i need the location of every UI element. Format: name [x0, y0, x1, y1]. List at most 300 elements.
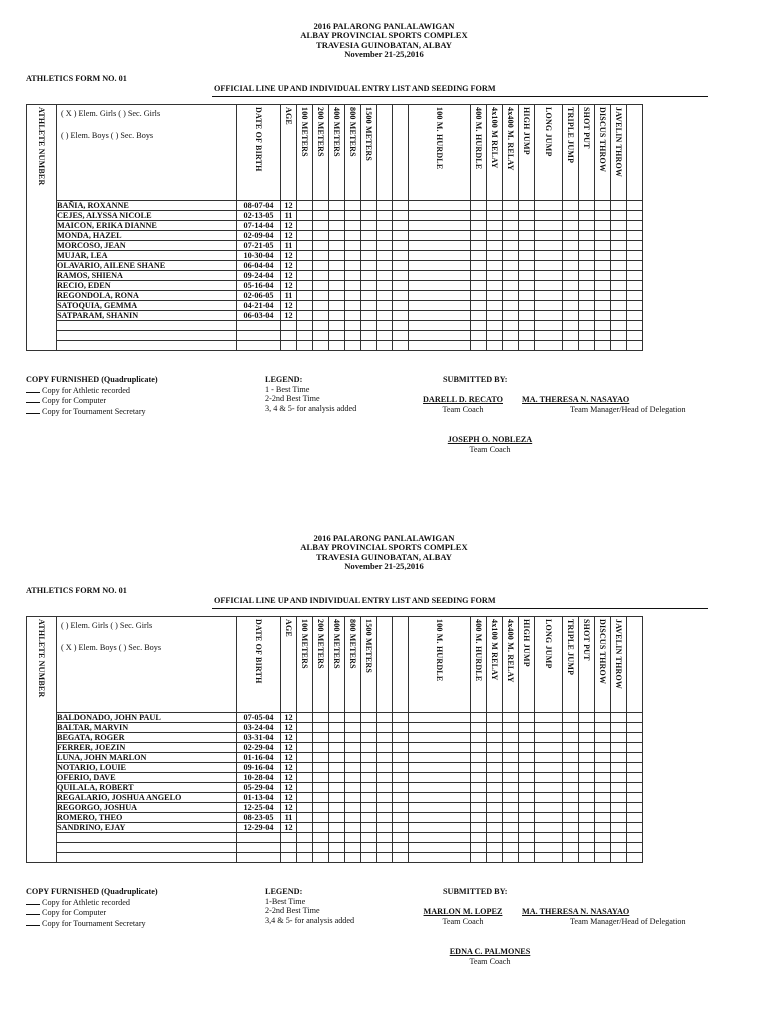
event-cell[interactable]: [329, 241, 345, 251]
event-cell[interactable]: [471, 743, 487, 753]
event-cell[interactable]: [329, 833, 345, 843]
event-cell[interactable]: [535, 291, 563, 301]
event-cell[interactable]: [409, 291, 471, 301]
event-cell[interactable]: [361, 281, 377, 291]
event-cell[interactable]: [471, 733, 487, 743]
event-cell[interactable]: [535, 201, 563, 211]
event-cell[interactable]: [329, 823, 345, 833]
event-cell[interactable]: [487, 753, 503, 763]
event-cell[interactable]: [579, 221, 595, 231]
event-cell[interactable]: [377, 753, 393, 763]
event-cell[interactable]: [519, 331, 535, 341]
event-cell[interactable]: [313, 753, 329, 763]
event-cell[interactable]: [519, 341, 535, 351]
event-cell[interactable]: [471, 211, 487, 221]
event-cell[interactable]: [487, 853, 503, 863]
event-cell[interactable]: [563, 211, 579, 221]
event-cell[interactable]: [487, 803, 503, 813]
event-cell[interactable]: [595, 843, 611, 853]
event-cell[interactable]: [393, 723, 409, 733]
event-cell[interactable]: [313, 733, 329, 743]
event-cell[interactable]: [535, 241, 563, 251]
event-cell[interactable]: [563, 221, 579, 231]
event-cell[interactable]: [595, 241, 611, 251]
event-cell[interactable]: [595, 221, 611, 231]
event-cell[interactable]: [361, 823, 377, 833]
event-cell[interactable]: [611, 743, 627, 753]
event-cell[interactable]: [409, 311, 471, 321]
event-cell[interactable]: [611, 733, 627, 743]
event-cell[interactable]: [611, 301, 627, 311]
event-cell[interactable]: [297, 763, 313, 773]
event-cell[interactable]: [409, 843, 471, 853]
event-cell[interactable]: [313, 281, 329, 291]
event-cell[interactable]: [535, 803, 563, 813]
event-cell[interactable]: [611, 793, 627, 803]
event-cell[interactable]: [627, 743, 643, 753]
event-cell[interactable]: [377, 713, 393, 723]
event-cell[interactable]: [503, 221, 519, 231]
event-cell[interactable]: [535, 281, 563, 291]
event-cell[interactable]: [393, 321, 409, 331]
event-cell[interactable]: [393, 853, 409, 863]
event-cell[interactable]: [579, 733, 595, 743]
event-cell[interactable]: [297, 341, 313, 351]
event-cell[interactable]: [535, 211, 563, 221]
event-cell[interactable]: [393, 201, 409, 211]
event-cell[interactable]: [471, 231, 487, 241]
event-cell[interactable]: [595, 793, 611, 803]
event-cell[interactable]: [535, 813, 563, 823]
event-cell[interactable]: [361, 331, 377, 341]
event-cell[interactable]: [519, 753, 535, 763]
event-cell[interactable]: [579, 763, 595, 773]
event-cell[interactable]: [503, 743, 519, 753]
event-cell[interactable]: [579, 853, 595, 863]
event-cell[interactable]: [393, 271, 409, 281]
event-cell[interactable]: [595, 763, 611, 773]
event-cell[interactable]: [345, 211, 361, 221]
event-cell[interactable]: [313, 311, 329, 321]
event-cell[interactable]: [297, 753, 313, 763]
event-cell[interactable]: [579, 211, 595, 221]
event-cell[interactable]: [329, 321, 345, 331]
event-cell[interactable]: [361, 843, 377, 853]
event-cell[interactable]: [611, 803, 627, 813]
event-cell[interactable]: [503, 211, 519, 221]
event-cell[interactable]: [563, 321, 579, 331]
event-cell[interactable]: [361, 763, 377, 773]
event-cell[interactable]: [627, 291, 643, 301]
event-cell[interactable]: [535, 823, 563, 833]
event-cell[interactable]: [393, 783, 409, 793]
event-cell[interactable]: [329, 733, 345, 743]
event-cell[interactable]: [393, 833, 409, 843]
event-cell[interactable]: [377, 783, 393, 793]
event-cell[interactable]: [329, 271, 345, 281]
event-cell[interactable]: [377, 813, 393, 823]
event-cell[interactable]: [345, 743, 361, 753]
event-cell[interactable]: [627, 713, 643, 723]
event-cell[interactable]: [345, 341, 361, 351]
event-cell[interactable]: [471, 271, 487, 281]
event-cell[interactable]: [471, 723, 487, 733]
event-cell[interactable]: [519, 823, 535, 833]
event-cell[interactable]: [611, 833, 627, 843]
event-cell[interactable]: [471, 321, 487, 331]
event-cell[interactable]: [595, 773, 611, 783]
event-cell[interactable]: [487, 281, 503, 291]
event-cell[interactable]: [627, 763, 643, 773]
event-cell[interactable]: [579, 301, 595, 311]
event-cell[interactable]: [393, 221, 409, 231]
event-cell[interactable]: [361, 713, 377, 723]
event-cell[interactable]: [377, 793, 393, 803]
event-cell[interactable]: [345, 271, 361, 281]
event-cell[interactable]: [503, 251, 519, 261]
event-cell[interactable]: [471, 281, 487, 291]
event-cell[interactable]: [627, 211, 643, 221]
event-cell[interactable]: [329, 281, 345, 291]
event-cell[interactable]: [329, 793, 345, 803]
event-cell[interactable]: [503, 843, 519, 853]
event-cell[interactable]: [503, 773, 519, 783]
event-cell[interactable]: [361, 271, 377, 281]
event-cell[interactable]: [393, 251, 409, 261]
event-cell[interactable]: [627, 723, 643, 733]
event-cell[interactable]: [409, 853, 471, 863]
event-cell[interactable]: [409, 211, 471, 221]
event-cell[interactable]: [361, 311, 377, 321]
event-cell[interactable]: [503, 201, 519, 211]
event-cell[interactable]: [297, 211, 313, 221]
event-cell[interactable]: [329, 743, 345, 753]
event-cell[interactable]: [377, 341, 393, 351]
event-cell[interactable]: [329, 311, 345, 321]
event-cell[interactable]: [519, 291, 535, 301]
event-cell[interactable]: [611, 251, 627, 261]
event-cell[interactable]: [313, 853, 329, 863]
event-cell[interactable]: [329, 221, 345, 231]
event-cell[interactable]: [471, 783, 487, 793]
event-cell[interactable]: [329, 843, 345, 853]
event-cell[interactable]: [361, 301, 377, 311]
event-cell[interactable]: [535, 321, 563, 331]
event-cell[interactable]: [471, 823, 487, 833]
event-cell[interactable]: [297, 231, 313, 241]
event-cell[interactable]: [393, 713, 409, 723]
event-cell[interactable]: [377, 211, 393, 221]
event-cell[interactable]: [297, 733, 313, 743]
event-cell[interactable]: [377, 843, 393, 853]
event-cell[interactable]: [503, 783, 519, 793]
event-cell[interactable]: [487, 833, 503, 843]
event-cell[interactable]: [487, 733, 503, 743]
event-cell[interactable]: [611, 291, 627, 301]
event-cell[interactable]: [313, 833, 329, 843]
event-cell[interactable]: [487, 211, 503, 221]
event-cell[interactable]: [535, 843, 563, 853]
event-cell[interactable]: [345, 803, 361, 813]
event-cell[interactable]: [519, 221, 535, 231]
event-cell[interactable]: [393, 311, 409, 321]
event-cell[interactable]: [579, 793, 595, 803]
event-cell[interactable]: [519, 281, 535, 291]
event-cell[interactable]: [595, 853, 611, 863]
event-cell[interactable]: [595, 211, 611, 221]
event-cell[interactable]: [503, 321, 519, 331]
event-cell[interactable]: [393, 823, 409, 833]
event-cell[interactable]: [519, 261, 535, 271]
event-cell[interactable]: [611, 241, 627, 251]
event-cell[interactable]: [409, 251, 471, 261]
event-cell[interactable]: [563, 251, 579, 261]
event-cell[interactable]: [535, 773, 563, 783]
event-cell[interactable]: [563, 823, 579, 833]
event-cell[interactable]: [393, 231, 409, 241]
event-cell[interactable]: [297, 291, 313, 301]
event-cell[interactable]: [595, 321, 611, 331]
event-cell[interactable]: [563, 331, 579, 341]
event-cell[interactable]: [595, 833, 611, 843]
event-cell[interactable]: [361, 321, 377, 331]
event-cell[interactable]: [519, 813, 535, 823]
event-cell[interactable]: [579, 281, 595, 291]
event-cell[interactable]: [487, 221, 503, 231]
event-cell[interactable]: [377, 221, 393, 231]
event-cell[interactable]: [595, 231, 611, 241]
event-cell[interactable]: [503, 853, 519, 863]
event-cell[interactable]: [503, 271, 519, 281]
event-cell[interactable]: [471, 251, 487, 261]
event-cell[interactable]: [579, 753, 595, 763]
event-cell[interactable]: [595, 341, 611, 351]
event-cell[interactable]: [487, 783, 503, 793]
event-cell[interactable]: [345, 221, 361, 231]
event-cell[interactable]: [519, 773, 535, 783]
event-cell[interactable]: [313, 271, 329, 281]
event-cell[interactable]: [627, 261, 643, 271]
event-cell[interactable]: [471, 301, 487, 311]
event-cell[interactable]: [579, 833, 595, 843]
event-cell[interactable]: [409, 773, 471, 783]
event-cell[interactable]: [361, 241, 377, 251]
event-cell[interactable]: [611, 723, 627, 733]
event-cell[interactable]: [393, 793, 409, 803]
event-cell[interactable]: [471, 773, 487, 783]
event-cell[interactable]: [313, 321, 329, 331]
event-cell[interactable]: [487, 793, 503, 803]
event-cell[interactable]: [627, 793, 643, 803]
event-cell[interactable]: [535, 783, 563, 793]
event-cell[interactable]: [409, 201, 471, 211]
event-cell[interactable]: [503, 713, 519, 723]
event-cell[interactable]: [329, 753, 345, 763]
event-cell[interactable]: [611, 201, 627, 211]
event-cell[interactable]: [611, 773, 627, 783]
event-cell[interactable]: [377, 271, 393, 281]
event-cell[interactable]: [627, 221, 643, 231]
event-cell[interactable]: [627, 833, 643, 843]
event-cell[interactable]: [519, 251, 535, 261]
event-cell[interactable]: [393, 301, 409, 311]
event-cell[interactable]: [393, 773, 409, 783]
event-cell[interactable]: [345, 301, 361, 311]
event-cell[interactable]: [329, 201, 345, 211]
event-cell[interactable]: [535, 753, 563, 763]
event-cell[interactable]: [611, 763, 627, 773]
event-cell[interactable]: [627, 733, 643, 743]
event-cell[interactable]: [503, 341, 519, 351]
event-cell[interactable]: [361, 251, 377, 261]
event-cell[interactable]: [345, 201, 361, 211]
event-cell[interactable]: [487, 241, 503, 251]
event-cell[interactable]: [345, 281, 361, 291]
event-cell[interactable]: [471, 813, 487, 823]
event-cell[interactable]: [503, 291, 519, 301]
event-cell[interactable]: [595, 743, 611, 753]
event-cell[interactable]: [361, 783, 377, 793]
event-cell[interactable]: [313, 783, 329, 793]
event-cell[interactable]: [519, 723, 535, 733]
event-cell[interactable]: [563, 271, 579, 281]
event-cell[interactable]: [579, 261, 595, 271]
event-cell[interactable]: [503, 281, 519, 291]
event-cell[interactable]: [535, 853, 563, 863]
event-cell[interactable]: [313, 843, 329, 853]
event-cell[interactable]: [377, 773, 393, 783]
event-cell[interactable]: [297, 271, 313, 281]
event-cell[interactable]: [503, 331, 519, 341]
event-cell[interactable]: [471, 833, 487, 843]
event-cell[interactable]: [377, 763, 393, 773]
event-cell[interactable]: [535, 221, 563, 231]
event-cell[interactable]: [595, 251, 611, 261]
event-cell[interactable]: [519, 843, 535, 853]
event-cell[interactable]: [579, 743, 595, 753]
event-cell[interactable]: [329, 783, 345, 793]
event-cell[interactable]: [611, 843, 627, 853]
event-cell[interactable]: [313, 241, 329, 251]
event-cell[interactable]: [535, 833, 563, 843]
event-cell[interactable]: [345, 853, 361, 863]
event-cell[interactable]: [535, 341, 563, 351]
event-cell[interactable]: [297, 251, 313, 261]
event-cell[interactable]: [409, 743, 471, 753]
event-cell[interactable]: [535, 261, 563, 271]
event-cell[interactable]: [595, 331, 611, 341]
event-cell[interactable]: [361, 743, 377, 753]
event-cell[interactable]: [595, 271, 611, 281]
event-cell[interactable]: [409, 723, 471, 733]
event-cell[interactable]: [361, 813, 377, 823]
event-cell[interactable]: [313, 211, 329, 221]
event-cell[interactable]: [313, 813, 329, 823]
event-cell[interactable]: [329, 773, 345, 783]
event-cell[interactable]: [345, 261, 361, 271]
event-cell[interactable]: [503, 833, 519, 843]
event-cell[interactable]: [563, 763, 579, 773]
event-cell[interactable]: [377, 251, 393, 261]
event-cell[interactable]: [329, 713, 345, 723]
event-cell[interactable]: [535, 713, 563, 723]
event-cell[interactable]: [329, 341, 345, 351]
event-cell[interactable]: [487, 713, 503, 723]
event-cell[interactable]: [535, 723, 563, 733]
event-cell[interactable]: [611, 823, 627, 833]
event-cell[interactable]: [563, 783, 579, 793]
event-cell[interactable]: [471, 763, 487, 773]
event-cell[interactable]: [611, 261, 627, 271]
event-cell[interactable]: [345, 833, 361, 843]
event-cell[interactable]: [503, 753, 519, 763]
event-cell[interactable]: [313, 231, 329, 241]
event-cell[interactable]: [535, 271, 563, 281]
event-cell[interactable]: [579, 773, 595, 783]
event-cell[interactable]: [345, 291, 361, 301]
event-cell[interactable]: [345, 331, 361, 341]
event-cell[interactable]: [519, 211, 535, 221]
event-cell[interactable]: [563, 723, 579, 733]
event-cell[interactable]: [393, 813, 409, 823]
event-cell[interactable]: [377, 743, 393, 753]
event-cell[interactable]: [297, 201, 313, 211]
event-cell[interactable]: [297, 261, 313, 271]
event-cell[interactable]: [377, 853, 393, 863]
event-cell[interactable]: [393, 281, 409, 291]
event-cell[interactable]: [471, 843, 487, 853]
event-cell[interactable]: [503, 803, 519, 813]
event-cell[interactable]: [345, 251, 361, 261]
event-cell[interactable]: [409, 301, 471, 311]
event-cell[interactable]: [579, 813, 595, 823]
event-cell[interactable]: [579, 803, 595, 813]
event-cell[interactable]: [579, 341, 595, 351]
event-cell[interactable]: [471, 241, 487, 251]
event-cell[interactable]: [377, 291, 393, 301]
event-cell[interactable]: [361, 231, 377, 241]
event-cell[interactable]: [377, 803, 393, 813]
event-cell[interactable]: [361, 341, 377, 351]
event-cell[interactable]: [409, 813, 471, 823]
event-cell[interactable]: [503, 301, 519, 311]
event-cell[interactable]: [393, 743, 409, 753]
event-cell[interactable]: [393, 211, 409, 221]
event-cell[interactable]: [611, 813, 627, 823]
event-cell[interactable]: [563, 733, 579, 743]
event-cell[interactable]: [627, 321, 643, 331]
event-cell[interactable]: [487, 311, 503, 321]
event-cell[interactable]: [393, 753, 409, 763]
event-cell[interactable]: [595, 281, 611, 291]
event-cell[interactable]: [579, 241, 595, 251]
event-cell[interactable]: [409, 803, 471, 813]
event-cell[interactable]: [563, 853, 579, 863]
event-cell[interactable]: [361, 733, 377, 743]
event-cell[interactable]: [627, 803, 643, 813]
event-cell[interactable]: [487, 201, 503, 211]
event-cell[interactable]: [535, 763, 563, 773]
event-cell[interactable]: [503, 813, 519, 823]
event-cell[interactable]: [297, 723, 313, 733]
event-cell[interactable]: [313, 331, 329, 341]
event-cell[interactable]: [329, 331, 345, 341]
event-cell[interactable]: [471, 291, 487, 301]
event-cell[interactable]: [627, 773, 643, 783]
event-cell[interactable]: [409, 763, 471, 773]
event-cell[interactable]: [627, 241, 643, 251]
event-cell[interactable]: [519, 201, 535, 211]
